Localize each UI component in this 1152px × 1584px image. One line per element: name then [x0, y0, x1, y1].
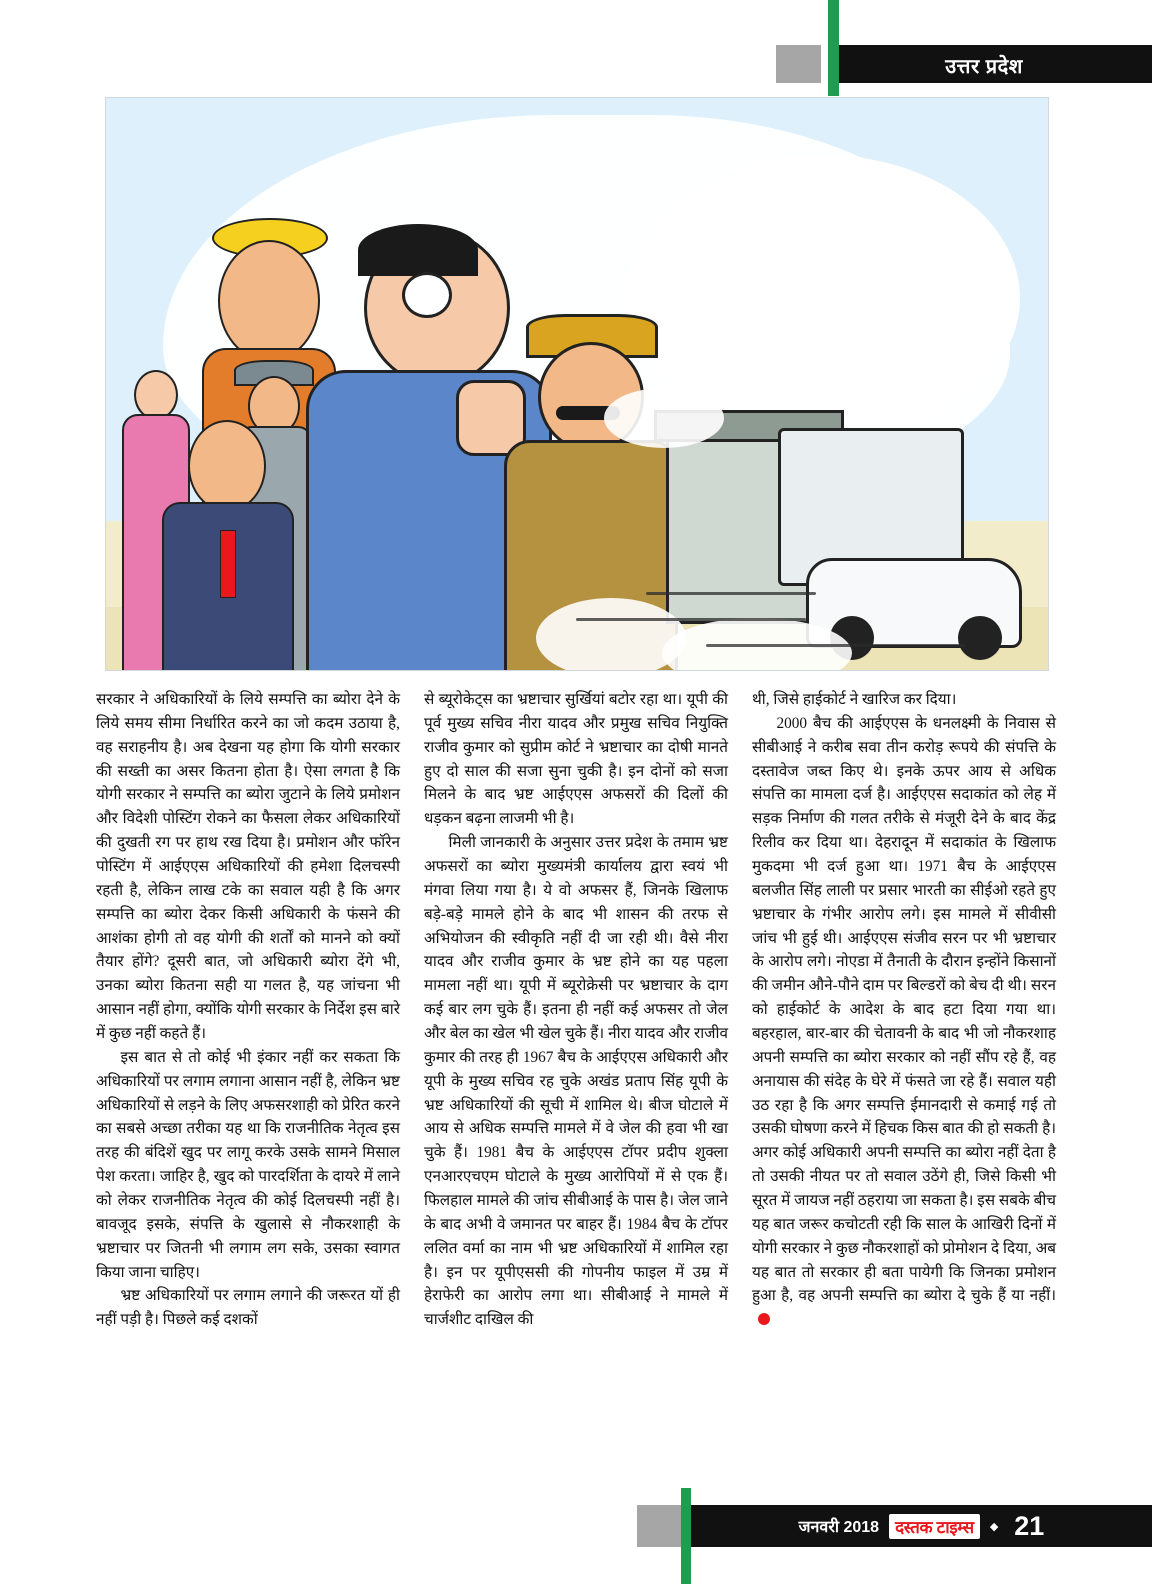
paragraph: भ्रष्ट अधिकारियों पर लगाम लगाने की जरूरत यों ही नहीं पड़ी है। पिछले कई दशकों: [96, 1287, 400, 1329]
paragraph-final: [752, 712, 1056, 1332]
paragraph: से ब्यूरोकेट्स का भ्रष्टाचार सुर्खियां बटोर रहा था। यूपी की पूर्व मुख्य सचिव नीरा यादव और प्रमुख सचिव नियुक्ति राजीव कुमार को सुप्रीम कोर्ट ने भ्रष्टाचार का दोषी मानते हुए दो साल की सजा सुना चुकी है। इन दोनों को सजा मिलने के बाद भ्रष्ट आईएएस अफसरों की दिलों की धड़कन बढ़ना लाजमी भी है।: [424, 691, 728, 828]
header-gray-block: [776, 45, 821, 83]
figure-head: [188, 420, 266, 512]
footer-content: [691, 1505, 1152, 1547]
crowd-figure-blue-suit-small: [162, 420, 290, 670]
figure-necktie: [220, 530, 236, 598]
figure-head: [218, 240, 320, 362]
paragraph-text: 2000 बैच की आईएएस के धनलक्ष्मी के निवास से सीबीआई ने करीब सवा तीन करोड़ रूपये की संपत्ति के दस्तावेज जब्त किए थे। इनके ऊपर आय से अधिक संपत्ति का मामला दर्ज है। आईएएस सदाकांत को लेह में सड़क निर्माण की गलत तरीके से मंजूरी देने के बाद केंद्र रिलीव कर दिया था। देहरादून में सदाकांत के खिलाफ मुकदमा भी दर्ज हुआ था। 1971 बैच के आईएएस बलजीत सिंह लाली पर प्रसार भारती का सीईओ रहते हुए भ्रष्टाचार के गंभीर आरोप लगे। इस मामले में सीवीसी जांच भी हुई थी। आईएएस संजीव सरन पर भी भ्रष्टाचार के आरोप लगे। नोएडा में तैनाती के दौरान इन्होंने किसानों की जमीन औने-पौने दाम पर बिल्डरों को बेच दी थी। सरन को हाईकोर्ट के आदेश के बाद हटा दिया गया था। बहरहाल, बार-बार की चेतावनी के बाद भी जो नौकरशाह अपनी सम्पत्ति का ब्योरा सरकार को नहीं सौंप रहे हैं, वह अनायास की संदेह के घेरे में फंसते जा रहे हैं। सवाल यही उठ रहा है कि अगर सम्पत्ति ईमानदारी से कमाई गई तो उसकी घोषणा करने में हिचक किस बात की हो सकती है। अगर कोई अधिकारी अपनी सम्पत्ति का ब्योरा नहीं देता है तो उसकी नीयत पर तो सवाल उठेंगे ही, जिसे किसी भी सूरत में जायज नहीं ठहराया जा सकता है। इस सबके बीच यह बात जरूर कचोटती रही कि साल के आखिरी दिनों में योगी सरकार ने कुछ नौकरशाहों को प्रोमोशन दे दिया, अब यह बात तो सरकार ही बता पायेगी कि जिनका प्रमोशन हुआ है, वह अपनी सम्पत्ति का ब्योरा दे चुके हैं या नहीं।: [752, 714, 1056, 1305]
speed-line: [706, 644, 966, 647]
article-body: [96, 688, 1058, 1448]
issue-date: जनवरी 2018: [798, 1519, 880, 1536]
speed-line: [646, 592, 816, 595]
page-number: 21: [1014, 1510, 1045, 1541]
paragraph: मिली जानकारी के अनुसार उत्तर प्रदेश के तमाम भ्रष्ट अफसरों का ब्योरा मुख्यमंत्री कार्यालय द्वारा स्वयं भी मंगवा लिया गया है। ये वो अफसर हैं, जिनके खिलाफ बड़े-बड़े मामले होने के बाद भी शासन की तरफ से अभियोजन की स्वीकृति नहीं दी जा रही थी। वैसे नीरा यादव और राजीव कुमार के भ्रष्ट होने का यह पहला मामला नहीं था। यूपी में ब्यूरोक्रेसी पर भ्रष्टाचार के दाग कई बार लग चुके हैं। इतना ही नहीं कई अफसर तो जेल और बेल का खेल भी खेल चुके हैं। नीरा यादव और राजीव कुमार की तरह ही 1967 बैच के आईएएस अधिकारी और यूपी के मुख्य सचिव रह चुके अखंड प्रताप सिंह यूपी के भ्रष्ट अधिकारियों की सूची में शामिल थे। बीज घोटाले में आय से अधिक सम्पत्ति मामले में वे जेल की हवा भी खा चुके हैं। 1981 बैच के आईएएस टॉपर प्रदीप शुक्ला एनआरएचएम घोटाले के मुख्य आरोपियों में से एक हैं। फिलहाल मामले की जांच सीबीआई के पास है। जेल जाने के बाद अभी वे जमानत पर बाहर हैं। 1984 बैच के टॉपर ललित वर्मा का नाम भी भ्रष्ट अधिकारियों में शामिल रहा है। इन पर यूपीएससी की गोपनीय फाइल में उम्र में हेराफेरी का आरोप लगा था। सीबीआई ने मामले में चार्जशीट दाखिल की: [424, 834, 728, 1329]
end-of-article-dot: [758, 1313, 770, 1325]
paragraph: सरकार ने अधिकारियों के लिये सम्पत्ति का ब्योरा देने के लिये समय सीमा निर्धारित करने का जो कदम उठाया है, वह सराहनीय है। अब देखना यह होगा कि योगी सरकार की सख्ती का असर कितना होता है। ऐसा लगता है कि योगी सरकार ने सम्पत्ति का ब्योरा जुटाने के लिये प्रमोशन और विदेशी पोस्टिंग रोकने का फैसला लेकर अधिकारियों की दुखती रग पर हाथ रख दिया है। प्रमोशन और फॉरेन पोस्टिंग में आईएएस अधिकारियों की हमेशा दिलचस्पी रहती है, लेकिन लाख टके का सवाल यही है कि अगर सम्पत्ति का ब्योरा देकर किसी अधिकारी के फंसने की आशंका होगी तो वह योगी की शर्तों को मानने को क्यों तैयार होंगे? दूसरी बात, जो अधिकारी ब्योरा देंगे भी, उनका ब्योरा कितना सही या गलत है, यह जांचना भी आसान नहीं होगा, क्योंकि योगी सरकार के निर्देश इस बारे में कुछ नहीं कहते हैं।: [96, 691, 400, 1043]
magazine-logo: दस्तक टाइम्स: [889, 1514, 980, 1539]
speed-line: [576, 618, 806, 621]
paragraph: इस बात से तो कोई भी इंकार नहीं कर सकता कि अधिकारियों पर लगाम लगाना आसान नहीं है, लेकिन भ्रष्ट अधिकारियों से लड़ने के लिए अफसरशाही को प्रेरित करने का सबसे अच्छा तरीका यह था कि राजनीतिक नेतृत्व इस तरह की बंदिशें खुद पर लागू करके उसके सामने मिसाल पेश करता। जाहिर है, खुद को पारदर्शिता के दायरे में लाने को लेकर राजनीतिक नेतृत्व की कोई दिलचस्पी नहीं है। बावजूद इसके, संपत्ति के खुलासे से नौकरशाही के भ्रष्टाचार पर जितनी भी लगाम लग सके, उसका स्वागत किया जाना चाहिए।: [96, 1048, 400, 1281]
figure-glasses: [402, 272, 452, 318]
figure-head: [134, 370, 178, 420]
text-column-1: [96, 688, 400, 1448]
footer-green-bar: [681, 1488, 691, 1584]
text-column-2: [424, 688, 728, 1448]
figure-hair: [358, 224, 478, 276]
header-green-bar: [828, 0, 839, 96]
diamond-icon: ◆: [989, 1520, 999, 1533]
footer-gray-block: [637, 1505, 681, 1547]
vehicle-car-wheel-right: [958, 616, 1002, 660]
article-illustration: [105, 97, 1049, 671]
dust-cloud-3: [604, 388, 724, 448]
text-column-3: [752, 688, 1056, 1448]
paragraph: थी, जिसे हाईकोर्ट ने खारिज कर दिया।: [752, 691, 957, 708]
section-title: उत्तर प्रदेश: [945, 56, 1023, 78]
